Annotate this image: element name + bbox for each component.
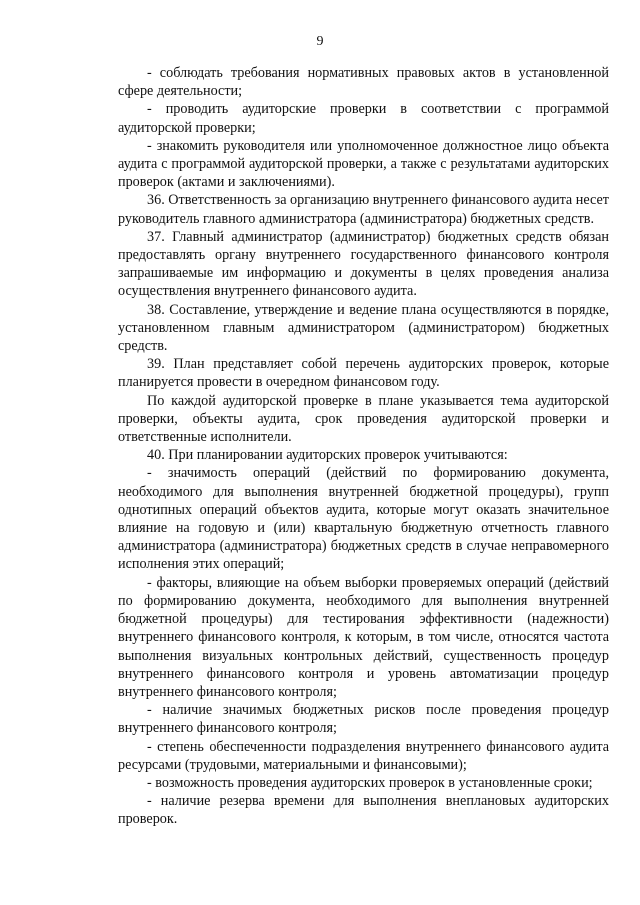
paragraph: 38. Составление, утверждение и ведение плана осуществляются в порядке, установленном главным администратором (администратором) бюджетных средств. [118,301,609,355]
paragraph: 36. Ответственность за организацию внутреннего финансового аудита несет руководитель главного администратора (администратора) бюджетных средств. [118,192,609,227]
paragraph: - факторы, влияющие на объем выборки проверяемых операций (действий по формированию документа, необходимого для выполнения внутренней бюджетной процедуры) для тестирования эффективности (надежности) внутреннего финансового контроля, к которым, в том числе, относятся частота выполнения визуальных контрольных действий, существенность процедур внутреннего финансового контроля и уровень автоматизации процедур внутреннего финансового контроля; [118,574,609,700]
paragraph: - проводить аудиторские проверки в соответствии с программой аудиторской проверки; [118,101,609,136]
paragraph: - степень обеспеченности подразделения внутреннего финансового аудита ресурсами (трудовыми, материальными и финансовыми); [118,738,609,773]
paragraph: - значимость операций (действий по формированию документа, необходимого для выполнения внутренней бюджетной процедуры), групп однотипных операций объектов аудита, которые могут оказать значительное влияние на годовую и (или) квартальную бюджетную отчетность главного администратора (администратора) бюджетных средств в случае неправомерного исполнения этих операций; [118,465,609,573]
page-number: 9 [316,34,324,49]
paragraph: - наличие резерва времени для выполнения внеплановых аудиторских проверок. [118,793,609,828]
paragraph: По каждой аудиторской проверке в плане указывается тема аудиторской проверки, объекты аудита, срок проведения аудиторской проверки и ответственные исполнители. [118,392,609,446]
document-body [118,64,609,829]
paragraph: 40. При планировании аудиторских проверок учитываются: [147,447,508,464]
paragraph: - знакомить руководителя или уполномоченное должностное лицо объекта аудита с программой аудиторской проверки, а также с результатами аудиторских проверок (актами и заключениями). [118,137,609,191]
paragraph: 37. Главный администратор (администратор) бюджетных средств обязан предоставлять органу внутреннего государственного финансового контроля запрашиваемые им информацию и документы в целях проведения анализа осуществления внутреннего финансового аудита. [118,228,609,300]
paragraph: - возможность проведения аудиторских проверок в установленные сроки; [147,774,593,791]
paragraph: - соблюдать требования нормативных правовых актов в установленной сфере деятельности; [118,65,609,100]
paragraph: - наличие значимых бюджетных рисков после проведения процедур внутреннего финансового контроля; [118,702,609,737]
paragraph: 39. План представляет собой перечень аудиторских проверок, которые планируется провести в очередном финансовом году. [118,356,609,391]
